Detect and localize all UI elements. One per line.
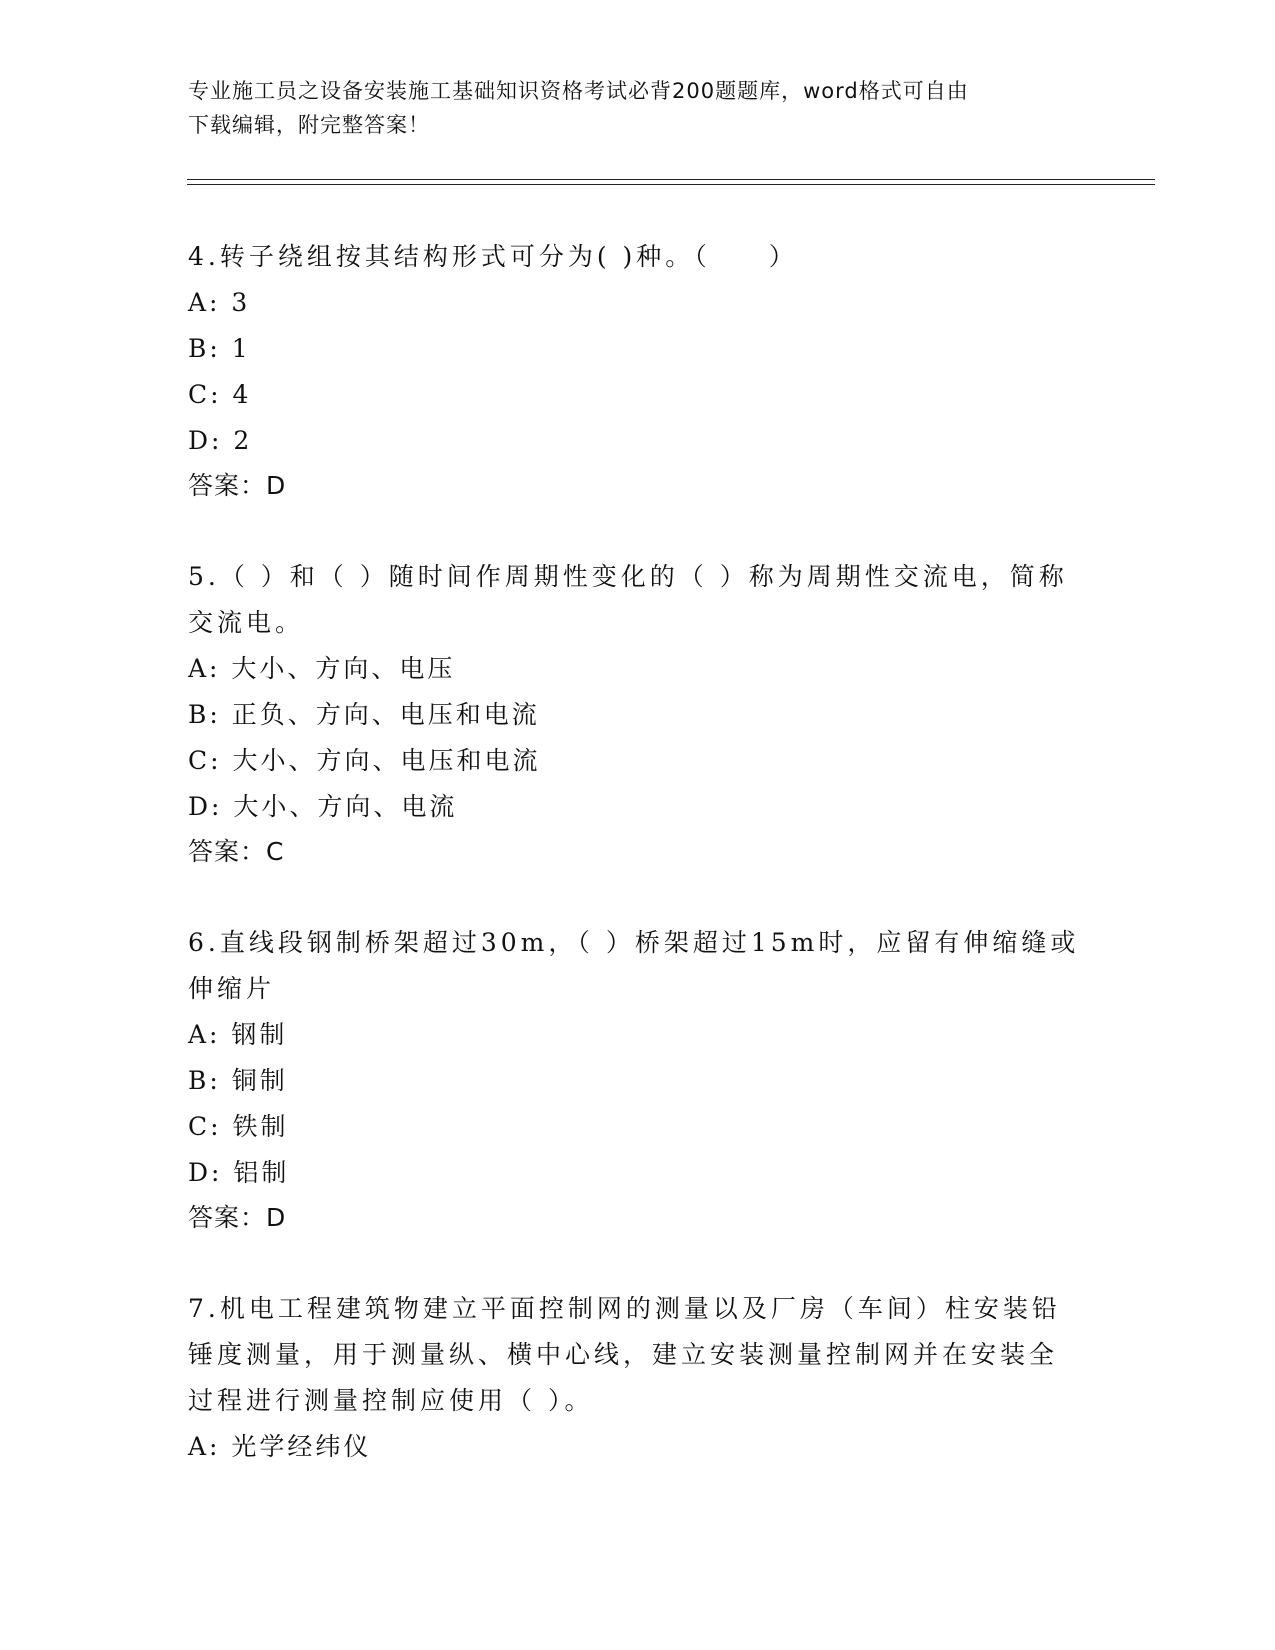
question-6 [188, 920, 1088, 1240]
header-line-1: 专业施工员之设备安装施工基础知识资格考试必背200题题库，word格式可自由 [188, 79, 969, 103]
question-stem: 6.直线段钢制桥架超过30m，（ ）桥架超过15m时，应留有伸缩缝或 [188, 928, 1080, 957]
option-d: D: 铝制 [188, 1158, 290, 1187]
answer-label: 答案：C [188, 837, 285, 866]
question-7 [188, 1286, 1088, 1470]
header-divider-bottom [187, 184, 1155, 185]
question-4 [188, 234, 1088, 508]
question-stem: 7.机电工程建筑物建立平面控制网的测量以及厂房（车间）柱安装铅 [188, 1294, 1061, 1323]
option-c: C: 铁制 [188, 1112, 289, 1141]
document-header [188, 74, 1088, 142]
answer-label: 答案：D [188, 471, 287, 500]
option-a: A: 大小、方向、电压 [188, 654, 456, 683]
question-stem-cont-1: 锤度测量，用于测量纵、横中心线，建立安装测量控制网并在安装全 [188, 1340, 1059, 1369]
option-b: B: 正负、方向、电压和电流 [188, 700, 540, 729]
header-line-2: 下载编辑，附完整答案！ [188, 113, 430, 137]
option-c: C: 4 [188, 380, 252, 409]
option-b: B: 1 [188, 334, 251, 363]
question-list [188, 234, 1088, 1470]
option-a: A: 3 [188, 288, 251, 317]
question-stem-cont-2: 过程进行测量控制应使用（ ）。 [188, 1386, 594, 1415]
option-b: B: 铜制 [188, 1066, 288, 1095]
option-a: A: 钢制 [188, 1020, 288, 1049]
option-c: C: 大小、方向、电压和电流 [188, 746, 541, 775]
question-5 [188, 554, 1088, 874]
option-d: D: 2 [188, 426, 253, 455]
header-divider-top [187, 179, 1155, 180]
answer-label: 答案：D [188, 1203, 287, 1232]
option-d: D: 大小、方向、电流 [188, 792, 458, 821]
question-stem-cont: 交流电。 [188, 608, 305, 637]
option-a: A: 光学经纬仪 [188, 1432, 372, 1461]
question-stem: 5.（ ）和（ ）随时间作周期性变化的（ ）称为周期性交流电，简称 [188, 562, 1068, 591]
question-stem-cont: 伸缩片 [188, 974, 276, 1003]
question-stem: 4.转子绕组按其结构形式可分为( )种。（ ） [188, 242, 798, 271]
